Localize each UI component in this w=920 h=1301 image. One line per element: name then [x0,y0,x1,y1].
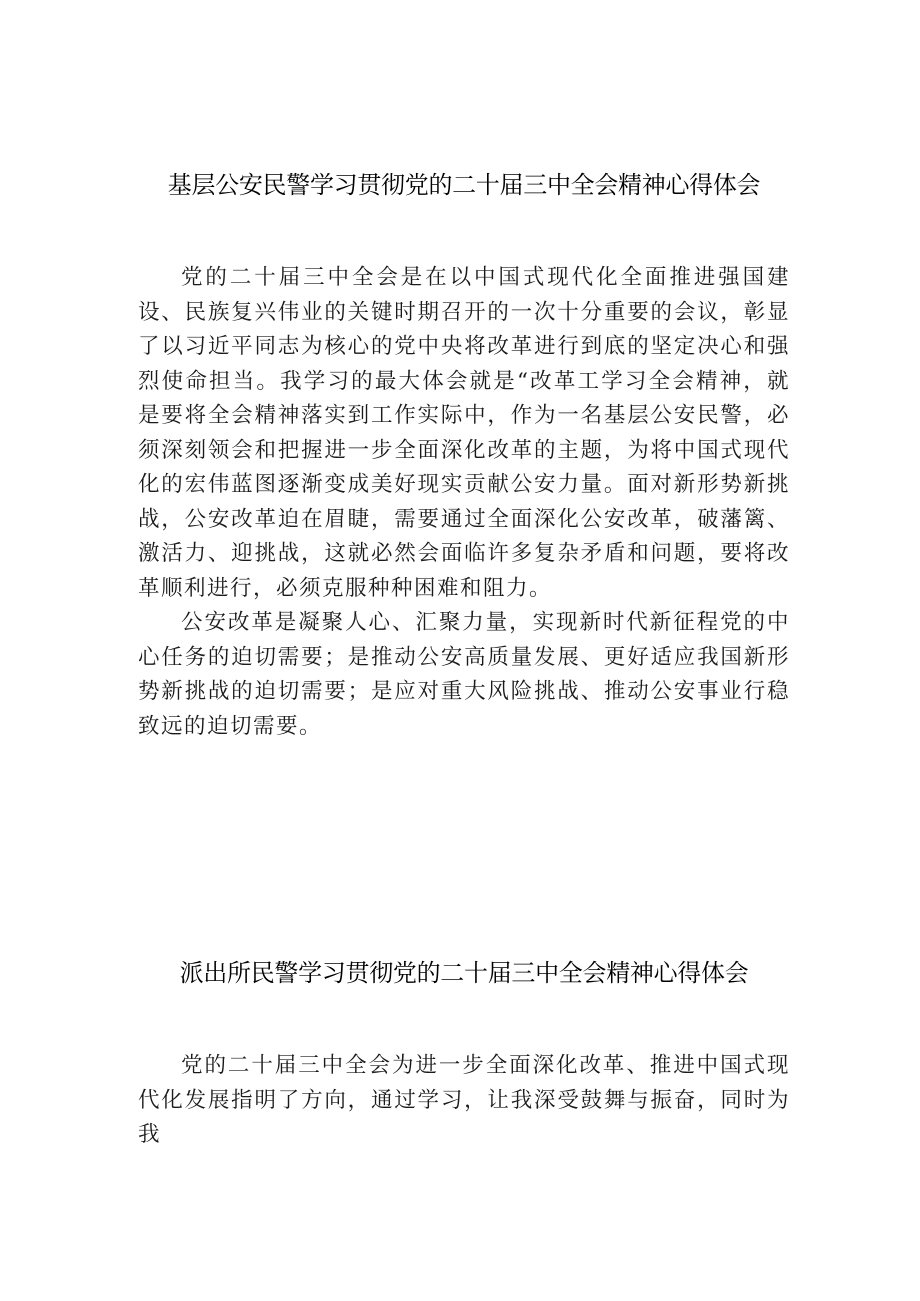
article-police-grassroots [138,167,790,744]
article-paragraph: 公安改革是凝聚人心、汇聚力量，实现新时代新征程党的中心任务的迫切需要；是推动公安高质量发展、更好适应我国新形势新挑战的迫切需要；是应对重大风险挑战、推动公安事业行稳致远的迫切需要。 [138,610,790,739]
article-title: 派出所民警学习贯彻党的二十届三中全会精神心得体会 [179,959,749,987]
article-paragraph: 党的二十届三中全会为进一步全面深化改革、推进中国式现代化发展指明了方向，通过学习，让我深受鼓舞与振奋，同时为我 [138,1053,790,1147]
article-police-station [138,955,790,1153]
article-title: 基层公安民警学习贯彻党的二十届三中全会精神心得体会 [167,171,761,199]
article-paragraph: 党的二十届三中全会是在以中国式现代化全面推进强国建设、民族复兴伟业的关键时期召开的一次十分重要的会议，彰显了以习近平同志为核心的党中央将改革进行到底的坚定决心和强烈使命担当。我学习的最大体会就是“改革工学习全会精神，就是要将全会精神落实到工作实际中，作为一名基层公安民警，必须深刻领会和把握进一步全面深化改革的主题，为将中国式现代化的宏伟蓝图逐渐变成美好现实贡献公安力量。面对新形势新挑战，公安改革迫在眉睫，需要通过全面深化公安改革，破藩篱、激活力、迎挑战，这就必然会面临许多复杂矛盾和问题，要将改革顺利进行，必须克服种种困难和阻力。 [138,265,790,601]
